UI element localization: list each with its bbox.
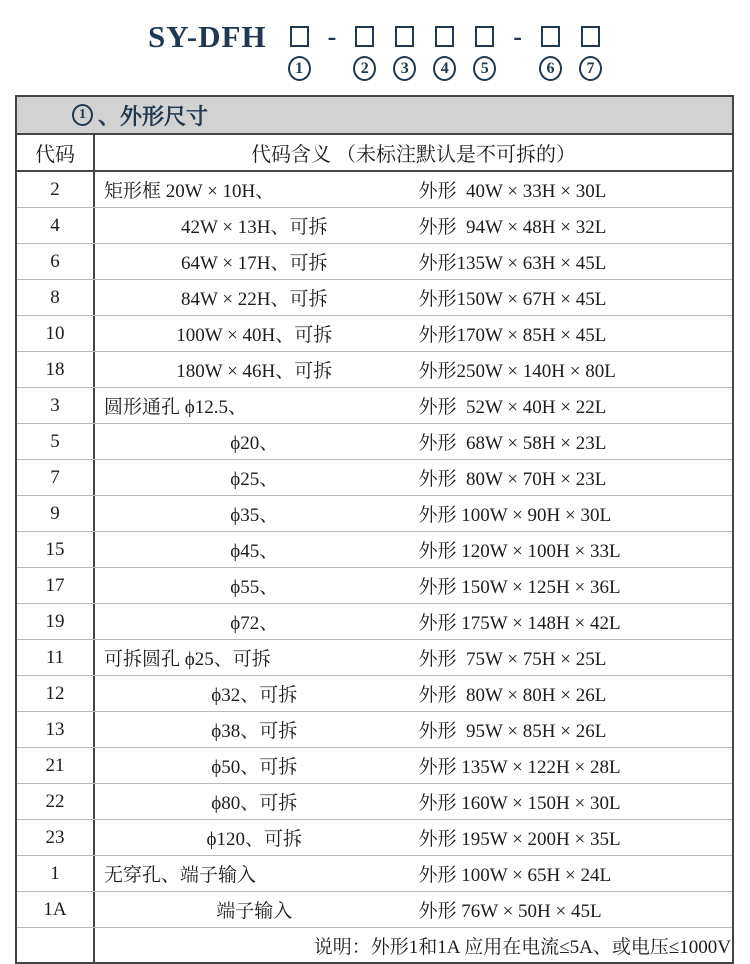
row-code: 3	[50, 394, 60, 416]
row-code: 22	[45, 790, 65, 812]
row-outline: 外形 52W × 40H × 22L	[418, 397, 607, 418]
row-description: ϕ50、可拆	[211, 757, 298, 778]
table-footer-row	[17, 928, 732, 962]
code-box-icon	[541, 26, 560, 47]
row-description: 圆形通孔 ϕ12.5、	[104, 397, 248, 418]
column-header-code: 代码	[35, 144, 75, 166]
model-slot-4	[433, 26, 456, 81]
row-outline: 外形 150W × 125H × 36L	[418, 577, 621, 598]
row-outline: 外形250W × 140H × 80L	[418, 361, 616, 382]
row-code: 1	[50, 862, 60, 884]
table-row	[17, 352, 732, 388]
row-code: 10	[45, 322, 65, 344]
row-outline: 外形 80W × 80H × 26L	[418, 685, 607, 706]
table-footer-note: 说明：外形1和1A 应用在电流≤5A、或电压≤1000V	[93, 928, 732, 962]
row-description: ϕ80、可拆	[211, 793, 298, 814]
table-row	[17, 208, 732, 244]
row-meaning	[93, 244, 732, 279]
circled-number-4: 4	[433, 56, 456, 81]
row-meaning	[93, 856, 732, 891]
dash-separator: -	[513, 21, 522, 51]
row-outline: 外形 100W × 65H × 24L	[418, 865, 612, 886]
row-code: 19	[45, 610, 65, 632]
model-code-header	[0, 19, 750, 81]
row-description: ϕ72、	[230, 613, 279, 634]
table-row	[17, 784, 732, 820]
row-description: ϕ25、	[230, 469, 279, 490]
row-meaning	[93, 748, 732, 783]
row-code: 11	[45, 646, 65, 668]
row-outline: 外形 40W × 33H × 30L	[418, 181, 607, 202]
row-code: 4	[50, 214, 60, 236]
row-code: 9	[50, 502, 60, 524]
row-description: 可拆圆孔 ϕ25、可拆	[104, 649, 271, 670]
row-meaning	[93, 280, 732, 315]
model-slot-2	[353, 26, 376, 81]
row-description: 100W × 40H、可拆	[176, 325, 333, 346]
row-description: 64W × 17H、可拆	[180, 253, 328, 274]
row-meaning	[93, 568, 732, 603]
table-row	[17, 496, 732, 532]
row-meaning	[93, 676, 732, 711]
row-meaning	[93, 640, 732, 675]
table-row	[17, 388, 732, 424]
row-outline: 外形 68W × 58H × 23L	[418, 433, 607, 454]
row-code: 13	[45, 718, 65, 740]
row-outline: 外形 75W × 75H × 25L	[418, 649, 607, 670]
row-meaning	[93, 460, 732, 495]
row-code: 7	[50, 466, 60, 488]
spec-table	[15, 95, 734, 964]
row-outline: 外形 100W × 90H × 30L	[418, 505, 612, 526]
row-code: 5	[50, 430, 60, 452]
table-row	[17, 460, 732, 496]
row-description: ϕ35、	[230, 505, 279, 526]
row-outline: 外形 76W × 50H × 45L	[418, 901, 602, 922]
row-description: ϕ32、可拆	[211, 685, 298, 706]
code-box-icon	[355, 26, 374, 47]
code-box-icon	[395, 26, 414, 47]
row-description: ϕ55、	[230, 577, 279, 598]
circled-number-icon: 1	[72, 104, 93, 126]
row-description: 无穿孔、端子输入	[104, 865, 257, 886]
row-meaning	[93, 316, 732, 351]
model-slot-3	[393, 26, 416, 81]
model-slot-5	[473, 26, 496, 81]
table-row	[17, 748, 732, 784]
row-outline: 外形150W × 67H × 45L	[418, 289, 607, 310]
row-description: 矩形框 20W × 10H、	[104, 181, 275, 202]
model-slot-1	[288, 26, 311, 81]
row-description: ϕ20、	[230, 433, 279, 454]
row-code: 2	[50, 178, 60, 200]
row-code: 15	[45, 538, 65, 560]
row-outline: 外形 95W × 85H × 26L	[418, 721, 607, 742]
row-meaning	[93, 604, 732, 639]
circled-number-2: 2	[353, 56, 376, 81]
row-code: 12	[45, 682, 65, 704]
row-meaning	[93, 388, 732, 423]
row-code: 23	[45, 826, 65, 848]
table-row	[17, 676, 732, 712]
row-description: ϕ120、可拆	[206, 829, 302, 850]
row-outline: 外形170W × 85H × 45L	[418, 325, 607, 346]
table-row	[17, 280, 732, 316]
table-title	[17, 97, 732, 135]
row-meaning	[93, 352, 732, 387]
row-meaning	[93, 172, 732, 207]
row-outline: 外形 120W × 100H × 33L	[418, 541, 621, 562]
row-description: 180W × 46H、可拆	[176, 361, 333, 382]
row-code: 18	[45, 358, 65, 380]
row-code: 17	[45, 574, 65, 596]
table-row	[17, 892, 732, 928]
row-code: 21	[45, 754, 65, 776]
row-outline: 外形 135W × 122H × 28L	[418, 757, 621, 778]
code-box-icon	[290, 26, 309, 47]
table-row	[17, 532, 732, 568]
footer-code-cell	[17, 928, 93, 962]
circled-number-5: 5	[473, 56, 496, 81]
row-meaning	[93, 712, 732, 747]
row-description: 84W × 22H、可拆	[180, 289, 328, 310]
table-row	[17, 424, 732, 460]
dash-separator: -	[327, 21, 337, 51]
code-box-icon	[475, 26, 494, 47]
table-row	[17, 568, 732, 604]
row-code: 1A	[43, 898, 67, 920]
row-meaning	[93, 532, 732, 567]
row-description: ϕ45、	[230, 541, 279, 562]
code-box-icon	[435, 26, 454, 47]
model-slot-7	[579, 26, 602, 81]
table-row	[17, 316, 732, 352]
table-row	[17, 640, 732, 676]
row-description: ϕ38、可拆	[211, 721, 298, 742]
row-meaning	[93, 496, 732, 531]
circled-number-3: 3	[393, 56, 416, 81]
row-description: 端子输入	[216, 901, 293, 922]
table-header-row	[17, 135, 732, 172]
circled-number-1: 1	[288, 56, 311, 81]
table-row	[17, 820, 732, 856]
row-description: 42W × 13H、可拆	[180, 217, 328, 238]
row-meaning	[93, 820, 732, 855]
row-outline: 外形 94W × 48H × 32L	[418, 217, 607, 238]
table-row	[17, 604, 732, 640]
row-outline: 外形 80W × 70H × 23L	[418, 469, 607, 490]
column-header-meaning: 代码含义 （未标注默认是不可拆的）	[93, 135, 732, 170]
model-slot-6	[539, 26, 562, 81]
row-meaning	[93, 424, 732, 459]
code-box-icon	[581, 26, 600, 47]
table-row	[17, 244, 732, 280]
circled-number-7: 7	[579, 56, 602, 81]
row-outline: 外形135W × 63H × 45L	[418, 253, 607, 274]
row-meaning	[93, 784, 732, 819]
row-outline: 外形 195W × 200H × 35L	[418, 829, 621, 850]
row-meaning	[93, 208, 732, 243]
row-outline: 外形 175W × 148H × 42L	[418, 613, 621, 634]
row-code: 8	[50, 286, 60, 308]
row-outline: 外形 160W × 150H × 30L	[418, 793, 621, 814]
row-meaning	[93, 892, 732, 927]
table-row	[17, 172, 732, 208]
model-name: SY-DFH	[148, 19, 267, 54]
row-code: 6	[50, 250, 60, 272]
table-row	[17, 856, 732, 892]
circled-number-6: 6	[539, 56, 562, 81]
table-row	[17, 712, 732, 748]
table-title-text: 、外形尺寸	[98, 103, 209, 129]
